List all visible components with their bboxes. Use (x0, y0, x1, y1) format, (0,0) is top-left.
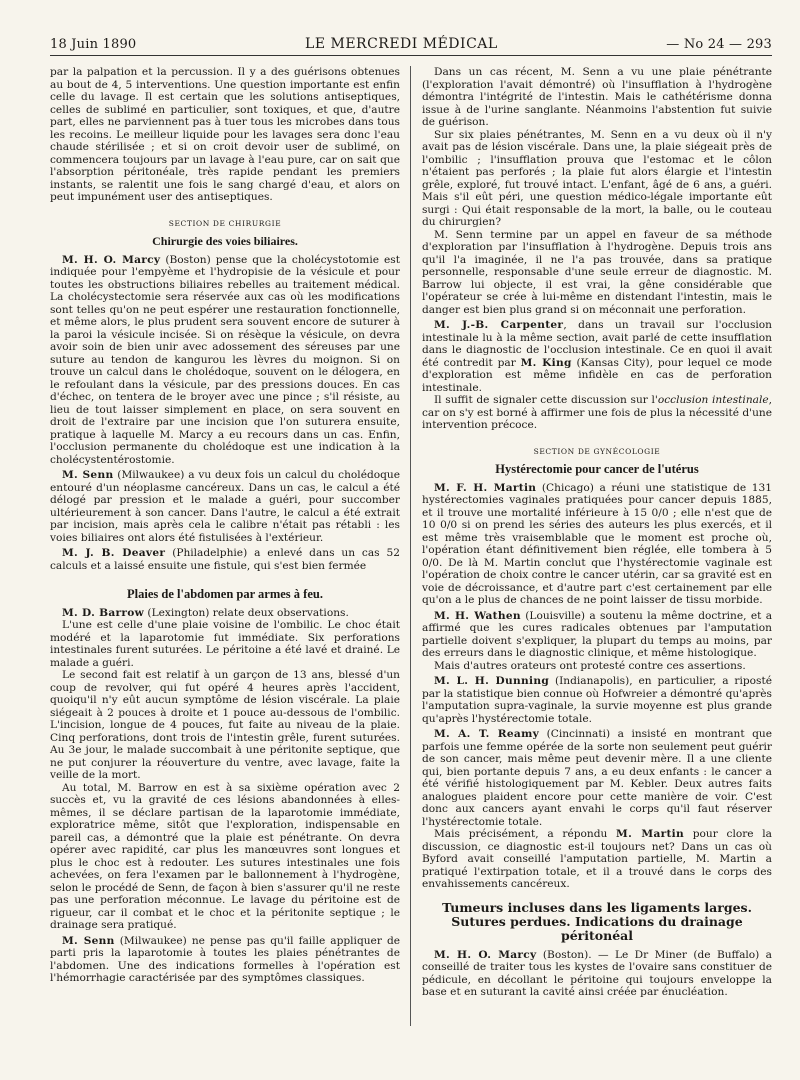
speaker-name: M. Senn (62, 469, 114, 481)
speaker-name: M. D. Barrow (62, 606, 145, 619)
paragraph: M. Senn termine par un appel en faveur de sa méthode d'exploration par l'insufflation à l'hydrogène. Depuis trois ans qu'il l'a imaginée, il ne l'a pas trouvée, dans sa pratique personnelle, responsable d'une seule erreur de diagnostic. M. Barrow lui objecte, il est vrai, la gêne considérable que l'opérateur se crée à lui-même en distendant l'intestin, mais le danger est bien plus grand si on méconnait une perforation. (422, 228, 772, 316)
paragraph: par la palpation et la percussion. Il y a des guérisons obtenues au bout de 4, 5 interventions. Une question importante est enfin celle du lavage. Il est certain que les solutions antiseptiques, celles de sublimé en particulier, sont toxiques, et que, d'autre part, elles ne parviennent pas à tuer tous les microbes dans tous les recoins. Le meilleur liquide pour les lavages sera donc l'eau chaude stérilisée ; et si on croit devoir user de sublimé, on commencera toujours par un lavage à l'eau pure, car on sait que l'absorption péritonéale, très rapide pendant les premiers instants, se ralentit une fois le sang chargé d'eau, et alors on peut impunément user des antiseptiques. (50, 66, 400, 203)
emphasis: occlusion intestinale (657, 394, 769, 406)
paragraph (422, 828, 772, 891)
paragraph-text: (Lexington) relate deux observations. (144, 606, 349, 619)
paragraph-text: (Louisville) a soutenu la même doctrine, et a affirmé que les cures radicales obtenues par l'amputation partielle doivent s'expliquer, la plupart du temps au moins, par des erreurs dans le diagnostic clinique, et même histologique. (422, 609, 773, 659)
paragraph (422, 394, 772, 432)
paragraph (422, 482, 772, 607)
newspaper-page (50, 36, 772, 1066)
speaker-name: M. J.-B. Carpenter (434, 319, 564, 331)
paragraph (50, 254, 400, 467)
section-title: Hystérectomie pour cancer de l'utérus (495, 462, 699, 476)
section-label: SECTION DE CHIRURGIE (168, 218, 282, 228)
speaker-name: M. L. H. Dunning (434, 675, 550, 687)
paragraph: Sur six plaies pénétrantes, M. Senn en a vu deux où il n'y avait pas de lésion viscérale. Dans une, la plaie siégeait près de l'ombilic ; l'insufflation prouva que l'estomac et le côlon n'étaient pas perforés ; la plaie fut alors élargie et l'intestin grêle, exploré, fut trouvé intact. L'enfant, âgé de 6 ans, a guéri. Mais s'il eût péri, une question médico-légale importante eût surgi : Qui était responsable de la mort, la balle, ou le couteau du chirurgien? (422, 128, 772, 228)
paragraph (422, 675, 772, 725)
speaker-name: M. A. T. Reamy (434, 728, 540, 740)
paragraph-text: (Indianapolis), en particulier, a riposté par la statistique bien connue où Hofwreier a démontré qu'après l'amputation supra-vaginale, la survie moyenne est plus grande qu'après l'hystérectomie totale. (422, 675, 772, 725)
speaker-name: M. King (520, 356, 572, 369)
paragraph-text: , car on s'y est borné à affirmer une fois de plus la nécessité d'une intervention précoce. (422, 394, 772, 431)
header-date: 18 Juin 1890 (50, 37, 137, 52)
column-divider (410, 66, 411, 1026)
section-title (422, 901, 772, 943)
left-column (50, 66, 400, 1066)
section-title: Chirurgie des voies biliaires. (152, 234, 298, 248)
paragraph (50, 547, 400, 572)
paragraph-text: pour clore la discussion, ce diagnostic est-il toujours net? Dans un cas où Byford avait conseillé l'amputation partielle, M. Martin a pratiqué l'extirpation totale, et il a trouvé dans le corps des envahissements cancéreux. (422, 828, 772, 890)
speaker-name: M. Senn (62, 934, 115, 947)
speaker-name: M. J. B. Deaver (62, 547, 166, 559)
paragraph (422, 949, 772, 999)
paragraph-text: (Boston) pense que la cholécystotomie est indiquée pour l'empyème et l'hydropisie de la vésicule et pour toutes les obstructions biliaires rebelles au traitement médical. La cholécystectomie sera réservée aux cas où les modifications sont telles qu'on ne peut espérer une restauration fonctionnelle, et même alors, le plus prudent sera souvent encore de suturer à la paroi la vésicule incisée. Si on résèque la vésicule, on devra avoir soin de bien unir avec adossement des séreuses par une suture au tendon de kangurou les lèvres du moignon. Si on trouve un calcul dans le cholédoque, souvent on le délogera, en le refoulant dans la vésicule, par des pressions douces. En cas d'échec, on tentera de le broyer avec une pince ; s'il résiste, au lieu de tout laisser simplement en place, on sera souvent en droit de l'extraire par une incision que l'on suturera ensuite, pratique à laquelle M. Marcy a eu recours dans un cas. Enfin, l'occlusion permanente du cholédoque est une indication à la cholécystentérostomie. (50, 253, 400, 466)
paragraph (50, 935, 400, 985)
journal-title: LE MERCREDI MÉDICAL (305, 36, 498, 52)
paragraph-text: (Boston). — Le Dr Miner (de Buffalo) a conseillé de traiter tous les kystes de l'ovaire sans constituer de pédicule, en décollant le péritoine qui toujours enveloppe la base et en suturant la cavité ainsi créée par énucléation. (422, 948, 773, 998)
paragraph: Le second fait est relatif à un garçon de 13 ans, blessé d'un coup de revolver, qui fut opéré 4 heures après l'accident, quoiqu'il n'y eût aucun symptôme de lésion viscérale. La plaie siégeait à 2 pouces à droite et 1 pouce au-dessous de l'ombilic. L'incision, longue de 4 pouces, fut faite au niveau de la plaie. Cinq perforations, dont trois de l'intestin grêle, furent suturées. Au 3e jour, le malade succombait à une péritonite septique, que ne put conjurer la réouverture du ventre, avec lavage, faite la veille de la mort. (50, 669, 400, 781)
paragraph-text: (Milwaukee) a vu deux fois un calcul du cholédoque entouré d'un néoplasme cancéreux. Dans un cas, le calcul a été délogé par pression et le malade a guéri, pour succomber ultérieurement à son cancer. Dans l'autre, le calcul a été extrait par incision, mais après cela le calibre n'était pas rétabli : les voies biliaires ont alors été fistulisées à l'extérieur. (50, 469, 400, 544)
header-page-number: — No 24 — 293 (666, 37, 772, 52)
paragraph-text: (Cincinnati) a insisté en montrant que parfois une femme opérée de la sorte non seulement peut guérir de son cancer, mais même peut devenir mère. Il a une cliente qui, bien portante depuis 7 ans, a eu deux enfants : le cancer a été vérifié histologiquement par M. Kebler. Deux autres faits analogues plaident encore pour cette manière de voir. C'est donc aux cancers ayant envahi le corps qu'il faut réserver l'hystérectomie totale. (422, 728, 772, 828)
columns (50, 66, 772, 1066)
paragraph: Au total, M. Barrow en est à sa sixième opération avec 2 succès et, vu la gravité de ces lésions abandonnées à elles-mêmes, il se déclare partisan de la laparotomie immédiate, exploratrice même, sitôt que l'exploration, indispensable en pareil cas, a démontré que la plaie est pénétrante. On devra opérer avec rapidité, car plus les manœuvres sont longues et plus le choc est à redouter. Les sutures intestinales une fois achevées, on fera l'examen par le ballonnement à l'hydrogène, selon le procédé de Senn, de façon à bien s'assurer qu'il ne reste pas une perforation méconnue. Le lavage du péritoine est de rigueur, car il combat et le choc et la péritonite septique ; le drainage sera pratiqué. (50, 781, 400, 931)
speaker-name: M. H. O. Marcy (434, 948, 537, 961)
paragraph: Mais d'autres orateurs ont protesté contre ces assertions. (434, 659, 746, 672)
paragraph-text: Mais précisément, a répondu (434, 828, 617, 840)
paragraph-text: Il suffit de signaler cette discussion sur l' (434, 394, 658, 406)
page-header (50, 36, 772, 56)
section-title: Plaies de l'abdomen par armes à feu. (127, 587, 323, 601)
paragraph: Dans un cas récent, M. Senn a vu une plaie pénétrante (l'exploration l'avait démontré) où l'insufflation à l'hydrogène démontra l'intégrité de l'intestin. Mais le cathétérisme donna issue à de l'urine sanglante. Néanmoins l'abstention fut suivie de guérison. (422, 66, 772, 128)
paragraph: L'une est celle d'une plaie voisine de l'ombilic. Le choc était modéré et la laparotomie fut immédiate. Six perforations intestinales furent suturées. Le péritoine a été lavé et drainé. Le malade a guéri. (50, 619, 400, 669)
paragraph-text: (Kansas City), pour lequel ce mode d'exploration est même infidèle en cas de perforation intestinale. (422, 356, 772, 394)
section-title-line: Tumeurs incluses dans les ligaments larges. (442, 899, 752, 915)
right-column (422, 66, 772, 1066)
speaker-name: M. H. Wathen (434, 609, 521, 622)
section-title-line: Sutures perdues. Indications du drainage péritonéal (451, 913, 743, 943)
section-label: SECTION DE GYNÉCOLOGIE (533, 446, 661, 456)
speaker-name: M. H. O. Marcy (62, 253, 161, 266)
paragraph-text: (Philadelphie) a enlevé dans un cas 52 calculs et a laissé ensuite une fistule, qui s'est bien fermée (50, 547, 400, 572)
paragraph (422, 728, 772, 828)
paragraph-text: , dans un travail sur l'occlusion intestinale lu à la même section, avait parlé de cette insufflation dans le diagnostic de l'occlusion intestinale. Ce en quoi il avait été contredit par (422, 319, 772, 369)
paragraph (50, 469, 400, 544)
paragraph (422, 319, 772, 394)
paragraph (422, 610, 772, 660)
speaker-name: M. F. H. Martin (434, 481, 537, 494)
paragraph (50, 607, 400, 620)
paragraph-text: (Chicago) a réuni une statistique de 131 hystérectomies vaginales pratiquées pour cancer depuis 1885, et il trouve une mortalité inférieure à 15 0/0 ; elle n'est que de 10 0/0 si on prend les séries des auteurs les plus exercés, et il est même très vraisemblable que le moment est proche où, l'opération étant définitivement bien réglée, elle tombera à 5 0/0. De là M. Martin conclut que l'hystérectomie vaginale est l'opération de choix contre le cancer utérin, car sa gravité est en voie de décroissance, et d'autre part c'est certainement par elle qu'on a le plus de chances de ne point laisser de tissu morbide. (422, 481, 772, 606)
speaker-name: M. Martin (616, 828, 685, 840)
paragraph-text: (Milwaukee) ne pense pas qu'il faille appliquer de parti pris la laparotomie à toutes les plaies pénétrantes de l'abdomen. Une des indications formelles à l'opération est l'hémorrhagie caractérisée par des symptômes classiques. (50, 934, 400, 984)
